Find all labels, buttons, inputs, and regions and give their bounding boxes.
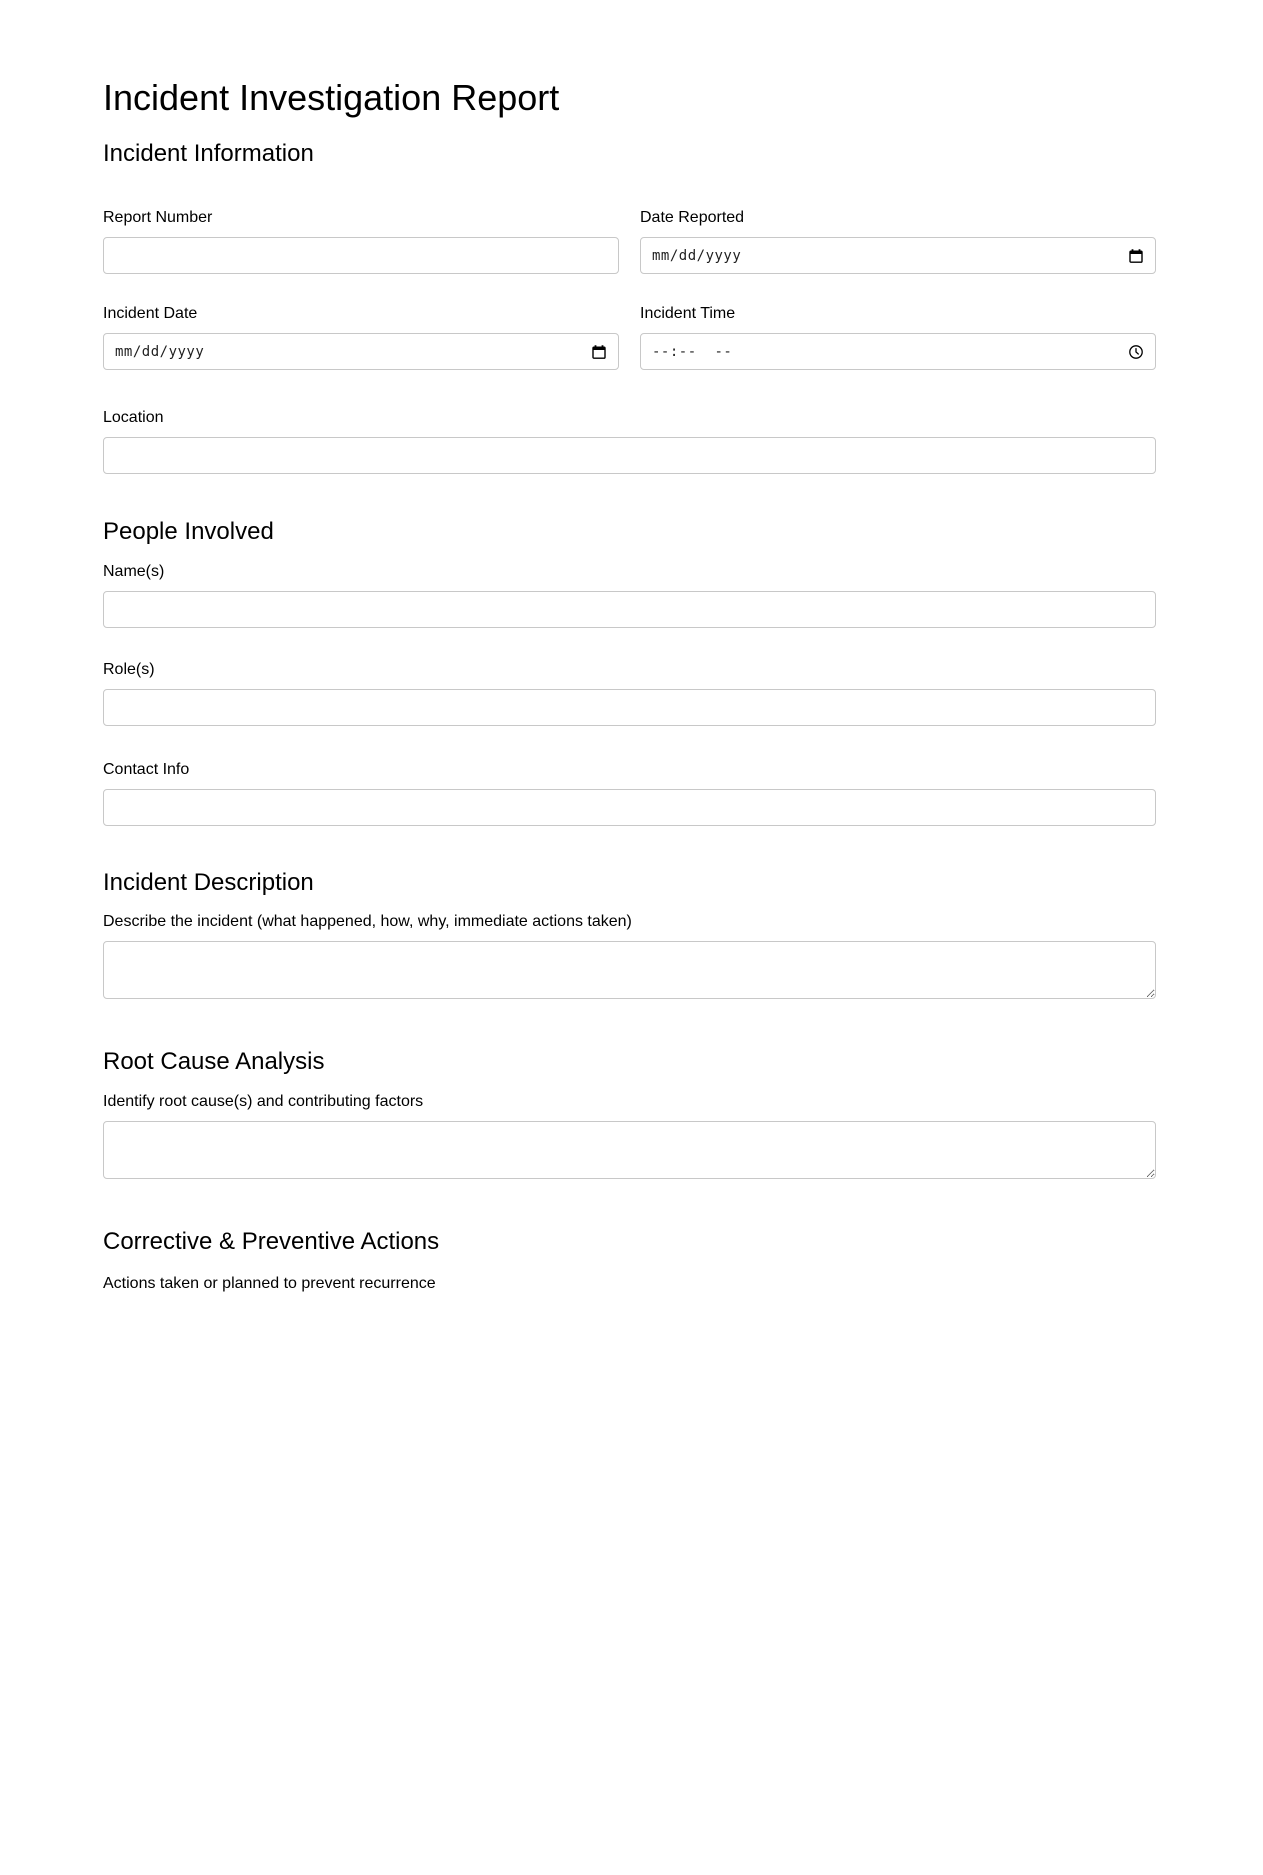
names-label: Name(s)	[103, 563, 165, 580]
field-incident-date	[103, 304, 619, 370]
field-date-reported	[640, 208, 1156, 274]
field-incident-time	[640, 304, 1156, 370]
field-report-number	[103, 208, 619, 274]
field-location	[103, 408, 1156, 474]
location-label: Location	[103, 409, 164, 426]
field-names	[103, 562, 1156, 628]
field-roles	[103, 660, 1156, 726]
root-cause-textarea[interactable]	[103, 1121, 1156, 1179]
names-input[interactable]	[103, 591, 1156, 628]
root-cause-label: Identify root cause(s) and contributing factors	[103, 1093, 424, 1110]
roles-label: Role(s)	[103, 661, 155, 678]
incident-time-label: Incident Time	[640, 305, 736, 322]
field-corrective-actions	[103, 1274, 1156, 1302]
incident-date-placeholder: mm/dd/yyyy	[115, 343, 205, 360]
contact-info-label: Contact Info	[103, 761, 190, 778]
describe-incident-label: Describe the incident (what happened, how, why, immediate actions taken)	[103, 913, 632, 930]
incident-time-placeholder: --:-- --	[652, 343, 733, 360]
report-number-label: Report Number	[103, 209, 213, 226]
field-root-cause	[103, 1092, 1156, 1179]
incident-date-label: Incident Date	[103, 305, 198, 322]
incident-information-grid	[103, 208, 1156, 370]
clock-icon[interactable]	[1128, 344, 1144, 360]
section-heading-corrective-preventive-actions: Corrective & Preventive Actions	[103, 1228, 440, 1255]
calendar-icon[interactable]	[591, 344, 607, 360]
contact-info-input[interactable]	[103, 789, 1156, 826]
incident-time-input[interactable]	[640, 333, 1156, 370]
field-describe-incident	[103, 912, 1156, 999]
roles-input[interactable]	[103, 689, 1156, 726]
date-reported-input[interactable]	[640, 237, 1156, 274]
location-input[interactable]	[103, 437, 1156, 474]
date-reported-label: Date Reported	[640, 209, 745, 226]
report-number-input[interactable]	[103, 237, 619, 274]
section-heading-incident-information: Incident Information	[103, 140, 314, 167]
date-reported-placeholder: mm/dd/yyyy	[652, 247, 742, 264]
calendar-icon[interactable]	[1128, 248, 1144, 264]
section-heading-people-involved: People Involved	[103, 518, 274, 545]
corrective-actions-label: Actions taken or planned to prevent recurrence	[103, 1275, 436, 1292]
section-heading-root-cause-analysis: Root Cause Analysis	[103, 1048, 325, 1075]
describe-incident-textarea[interactable]	[103, 941, 1156, 999]
field-contact-info	[103, 760, 1156, 826]
incident-date-input[interactable]	[103, 333, 619, 370]
page-title: Incident Investigation Report	[103, 77, 560, 118]
section-heading-incident-description: Incident Description	[103, 869, 314, 896]
